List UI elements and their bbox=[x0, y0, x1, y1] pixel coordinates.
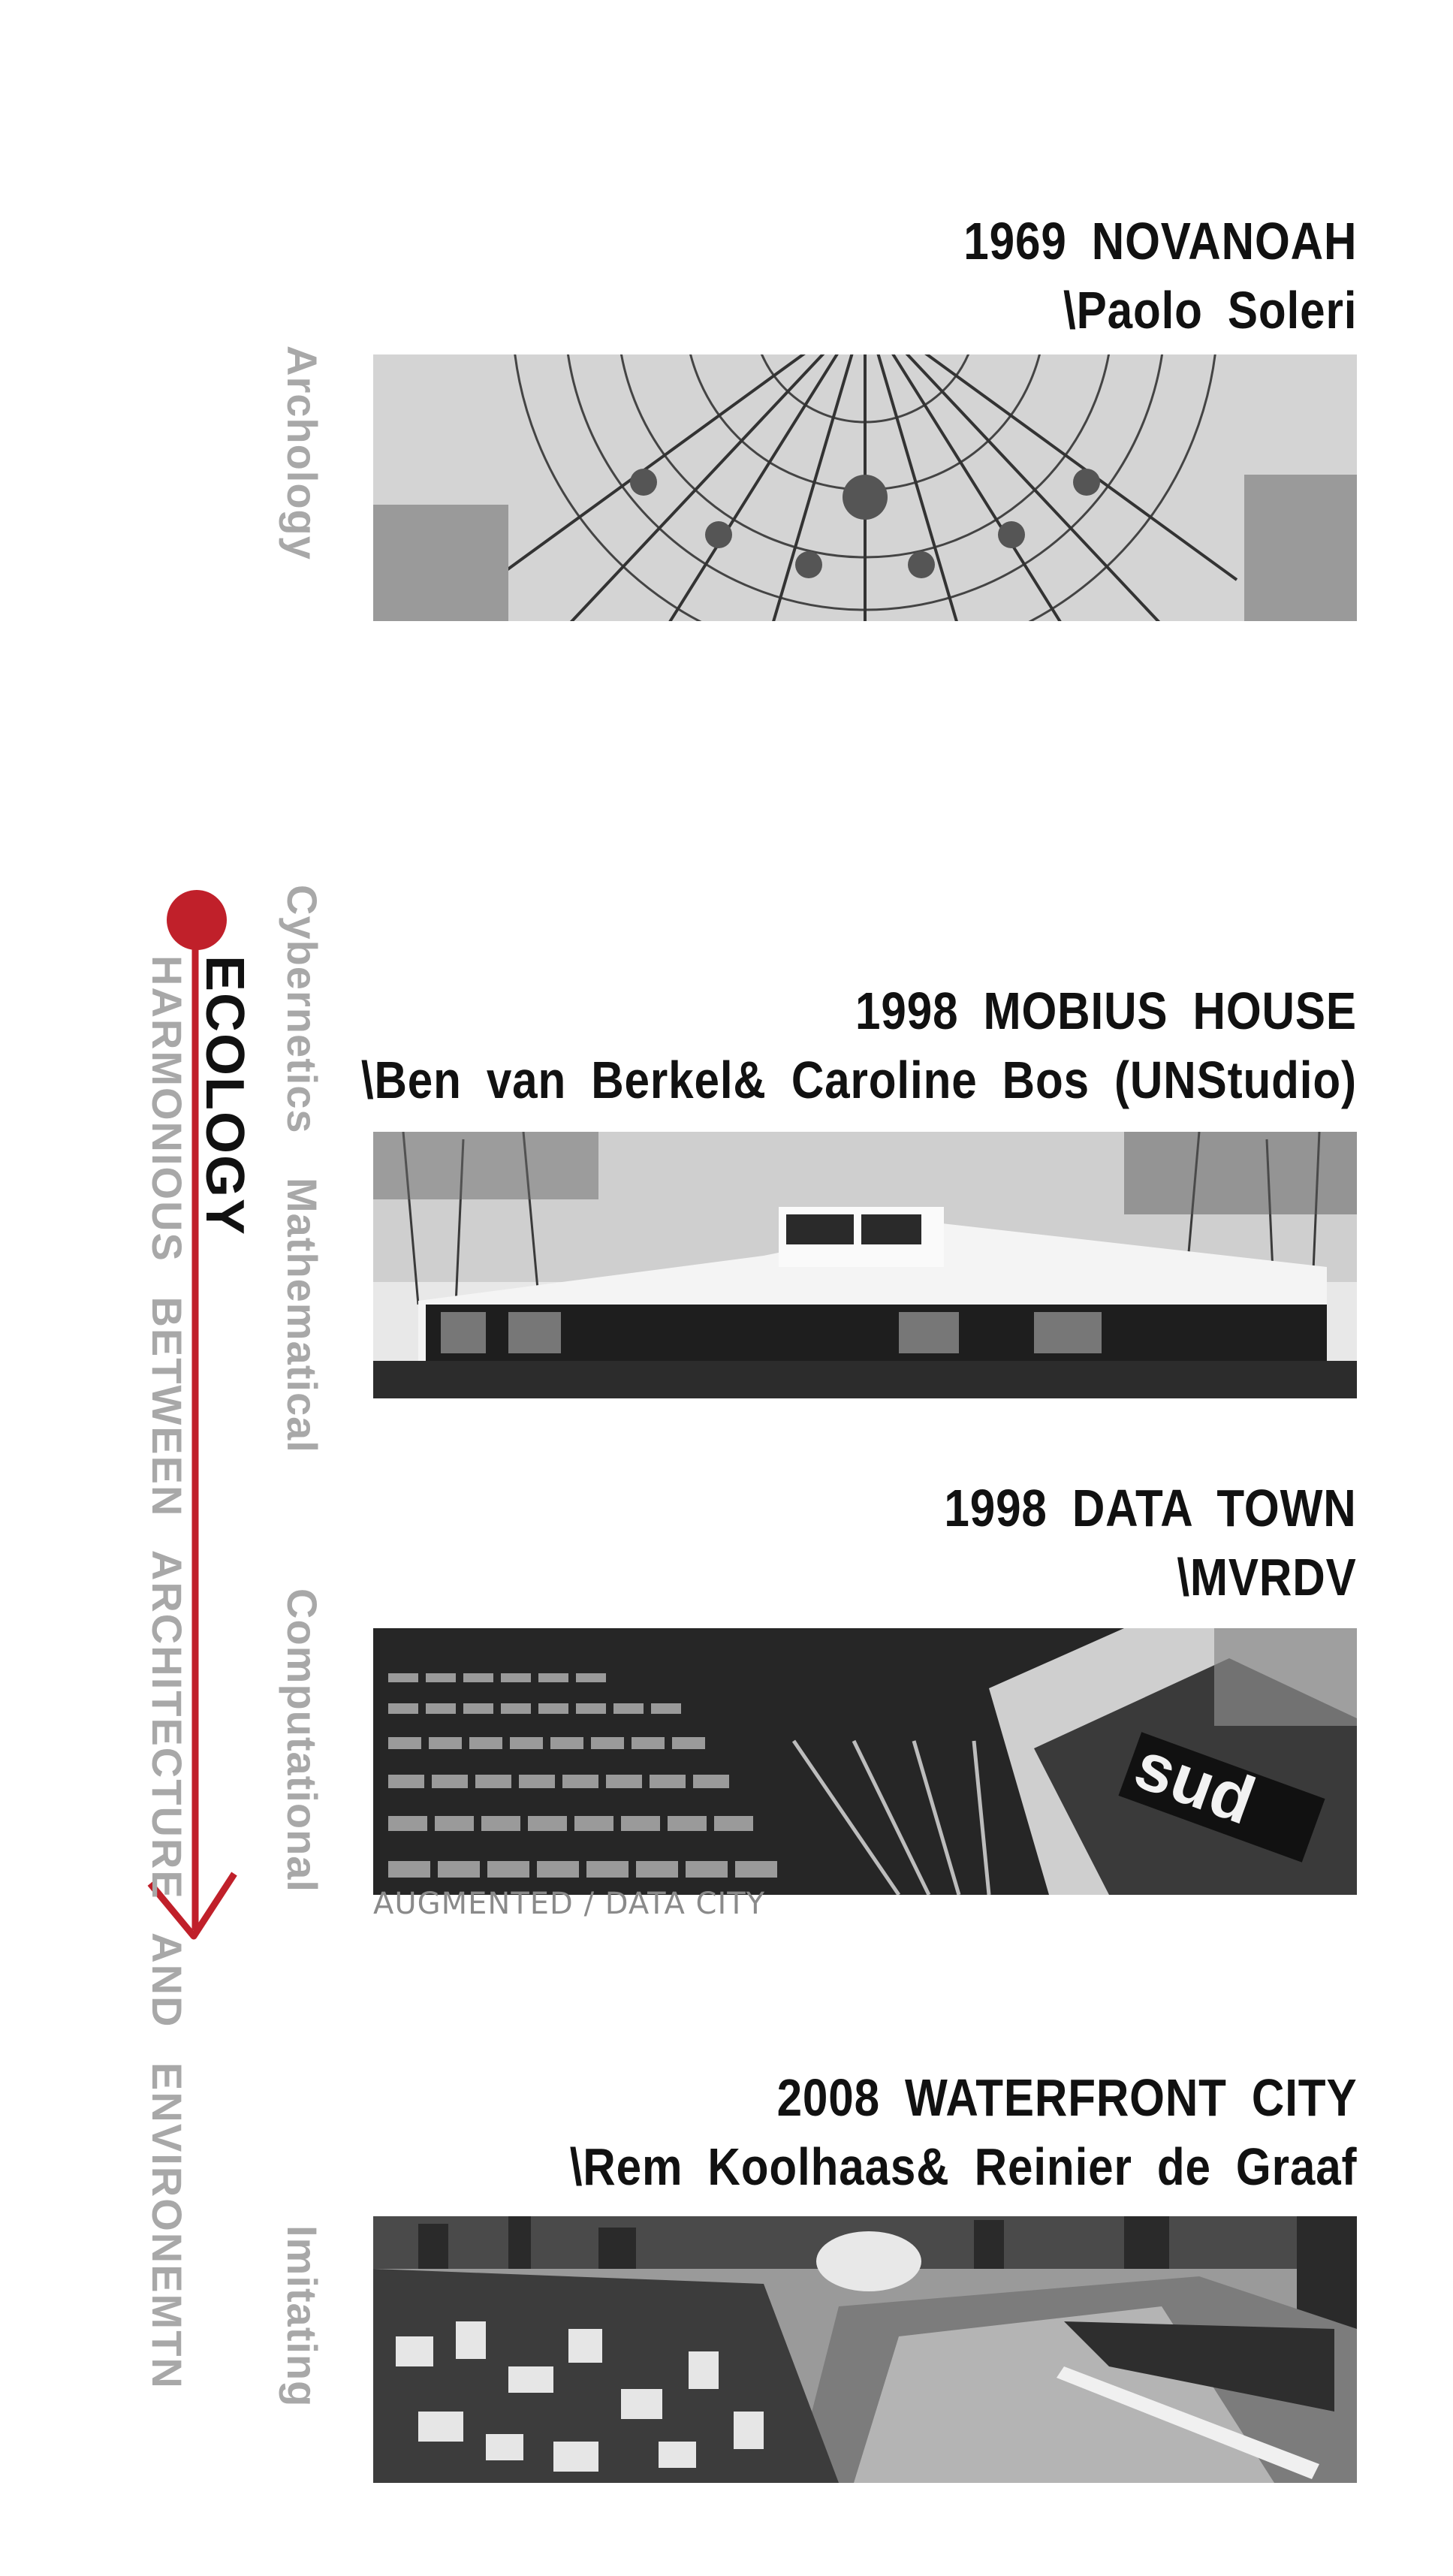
side-label-computational: Computational bbox=[279, 1588, 326, 1893]
project-title: 2008 WATERFRONT CITY bbox=[776, 2068, 1357, 2127]
data-town-image bbox=[373, 1628, 1357, 1895]
side-label-mathematical: Mathematical bbox=[279, 1178, 326, 1453]
timeline-start-dot bbox=[167, 890, 227, 950]
project-author: \Paolo Soleri bbox=[1063, 281, 1357, 339]
project-author: \Ben van Berkel& Caroline Bos (UNStudio) bbox=[360, 1051, 1357, 1109]
data-town-caption: AUGMENTED / DATA CITY bbox=[373, 1887, 766, 1921]
project-author: \Rem Koolhaas& Reinier de Graaf bbox=[569, 2137, 1357, 2196]
theme-subtitle: HARMONIOUS BETWEEN ARCHITECTURE AND ENVIRONEMTN bbox=[143, 955, 191, 2390]
novanoah-image bbox=[373, 354, 1357, 621]
side-label-imitating: Imitating bbox=[279, 2225, 326, 2408]
waterfront-city-image bbox=[373, 2216, 1357, 2483]
svg-text:sud: sud bbox=[1125, 1727, 1265, 1839]
project-heading-novanoah bbox=[963, 207, 1357, 345]
project-title: 1969 NOVANOAH bbox=[963, 212, 1357, 270]
project-title: 1998 MOBIUS HOUSE bbox=[855, 982, 1357, 1040]
project-heading-mobius bbox=[361, 976, 1357, 1115]
project-heading-datatown bbox=[945, 1474, 1357, 1612]
theme-label: ECOLOGY bbox=[194, 955, 255, 1237]
project-author: \MVRDV bbox=[1177, 1548, 1357, 1606]
project-heading-waterfront bbox=[569, 2063, 1357, 2201]
mobius-house-image bbox=[373, 1132, 1357, 1398]
side-label-cybernetics: Cybernetics bbox=[279, 885, 326, 1134]
project-title: 1998 DATA TOWN bbox=[944, 1479, 1357, 1537]
side-label-archology: Archology bbox=[279, 345, 326, 560]
